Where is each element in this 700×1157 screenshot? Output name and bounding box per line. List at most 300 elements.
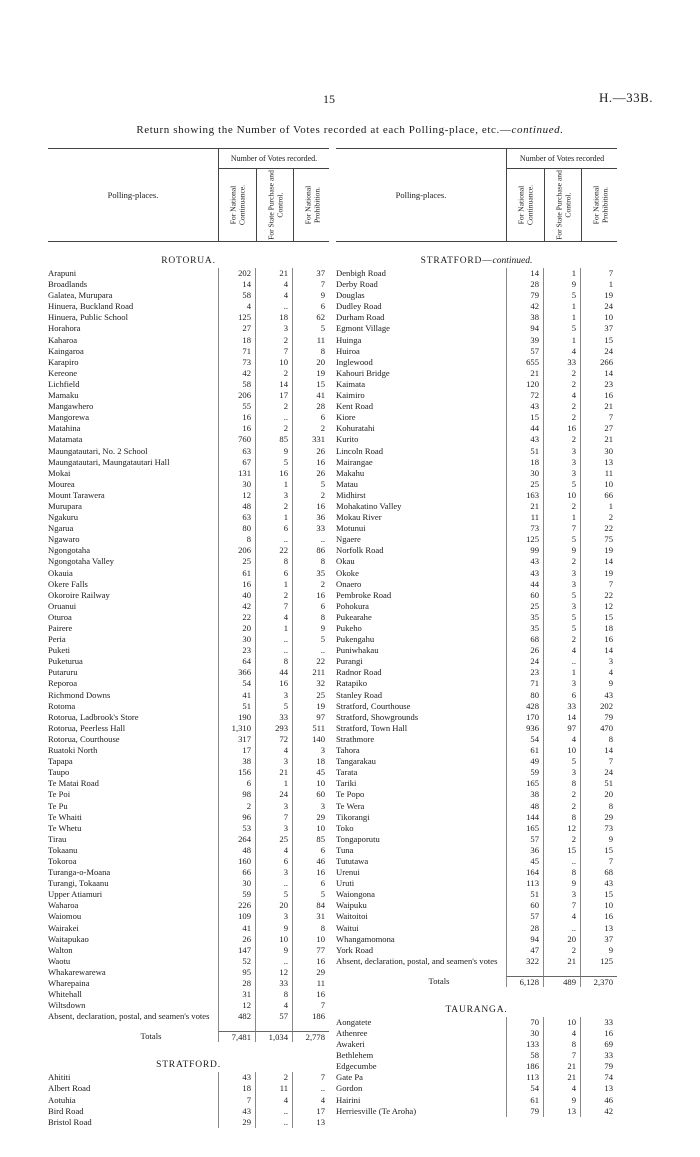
table-row [48, 667, 329, 678]
continuance-votes: 164 [506, 867, 543, 878]
prohibition-votes: 4 [580, 667, 617, 678]
continuance-votes: 57 [506, 911, 543, 922]
continuance-votes: 25 [218, 556, 255, 567]
state-purchase-votes: 21 [255, 767, 292, 778]
state-purchase-votes: .. [255, 1106, 292, 1117]
prohibition-votes: 20 [580, 789, 617, 800]
state-purchase-votes: .. [543, 856, 580, 867]
continuance-votes: 45 [506, 856, 543, 867]
prohibition-votes: 43 [580, 690, 617, 701]
table-row [336, 934, 617, 945]
place-name: Puketurua [48, 656, 83, 667]
prohibition-votes: 8 [292, 612, 329, 623]
continuance-votes: 57 [506, 346, 543, 357]
table-row [48, 756, 329, 767]
number-of-votes-header: Number of Votes recorded [507, 149, 617, 169]
table-row [48, 634, 329, 645]
table-row [48, 778, 329, 789]
votes-header-group [218, 149, 329, 241]
table-row [48, 934, 329, 945]
prohibition-votes: 46 [580, 1095, 617, 1106]
place-name: Ruatoki North [48, 745, 98, 756]
prohibition-votes: 24 [580, 301, 617, 312]
prohibition-votes: 84 [292, 900, 329, 911]
table-row [48, 468, 329, 479]
prohibition-votes: 79 [580, 1061, 617, 1072]
continuance-votes: 51 [506, 889, 543, 900]
place-name: Stratford, Town Hall [336, 722, 408, 733]
state-purchase-votes: 5 [543, 623, 580, 634]
continuance-votes: 55 [218, 401, 255, 412]
continuance-votes: 264 [218, 834, 255, 845]
state-purchase-votes: 8 [255, 656, 292, 667]
place-name: Ngongotaha Valley [48, 556, 114, 567]
table-row [336, 556, 617, 567]
state-purchase-votes: 5 [543, 290, 580, 301]
prohibition-votes: 2 [292, 579, 329, 590]
totals-state-purchase: 1,034 [255, 1031, 292, 1042]
table-row [336, 634, 617, 645]
place-name: Bird Road [48, 1105, 84, 1116]
continuance-votes: 125 [218, 312, 255, 323]
section-title-rotorua: ROTORUA. [161, 256, 216, 266]
place-name: Stratford, Showgrounds [336, 711, 419, 722]
prohibition-votes: 19 [292, 701, 329, 712]
state-purchase-votes: 16 [543, 423, 580, 434]
prohibition-votes: 6 [292, 301, 329, 312]
page-title [0, 124, 700, 136]
prohibition-votes: 7 [580, 412, 617, 423]
place-name: Tuna [336, 844, 354, 855]
place-name: Ngaere [336, 534, 361, 545]
table-row [336, 479, 617, 490]
prohibition-votes: 86 [292, 545, 329, 556]
state-purchase-votes: 2 [255, 401, 292, 412]
table-row [336, 490, 617, 501]
prohibition-votes: 26 [292, 446, 329, 457]
table-row [48, 323, 329, 334]
table-row [48, 967, 329, 978]
table-row [336, 867, 617, 878]
prohibition-votes: 5 [292, 634, 329, 645]
prohibition-votes: 37 [580, 934, 617, 945]
prohibition-votes: 32 [292, 678, 329, 689]
continuance-votes: 655 [506, 357, 543, 368]
totals-continuance: 6,128 [506, 976, 543, 987]
continuance-votes: 30 [506, 1028, 543, 1039]
prohibition-votes: .. [292, 534, 329, 545]
continuance-votes: 120 [506, 379, 543, 390]
place-name: Absent, declaration, postal, and seamen's votes [336, 955, 498, 966]
table-row [336, 1017, 617, 1028]
state-purchase-votes: 3 [543, 446, 580, 457]
table-row [336, 601, 617, 612]
continuance-votes: 165 [506, 823, 543, 834]
prohibition-votes: 66 [580, 490, 617, 501]
prohibition-votes: 7 [292, 1072, 329, 1083]
place-name: Wiltsdown [48, 1000, 86, 1011]
prohibition-votes: 15 [580, 889, 617, 900]
table-row [48, 712, 329, 723]
place-name: Kiore [336, 412, 356, 423]
state-purchase-votes: 9 [543, 545, 580, 556]
state-purchase-votes: 4 [543, 911, 580, 922]
continuance-votes: 24 [506, 656, 543, 667]
state-purchase-votes: 8 [543, 1039, 580, 1050]
place-name: Tokaanu [48, 844, 78, 855]
continuance-votes: 482 [218, 1011, 255, 1031]
place-name: Horahora [48, 323, 81, 334]
continuance-votes: 125 [506, 534, 543, 545]
state-purchase-votes: 17 [255, 390, 292, 401]
continuance-votes: 44 [506, 423, 543, 434]
prohibition-votes: 7 [580, 268, 617, 279]
state-purchase-votes: 2 [543, 368, 580, 379]
state-purchase-votes: 7 [543, 1050, 580, 1061]
prohibition-votes: 9 [580, 834, 617, 845]
continuance-votes: 44 [506, 579, 543, 590]
continuance-votes: 26 [218, 934, 255, 945]
continuance-votes: 63 [218, 446, 255, 457]
prohibition-votes: 22 [580, 523, 617, 534]
place-name: Huiroa [336, 345, 360, 356]
continuance-votes: 936 [506, 723, 543, 734]
state-purchase-votes: 7 [255, 346, 292, 357]
totals-label: Totals [428, 975, 450, 986]
state-purchase-votes: 15 [543, 845, 580, 856]
state-purchase-votes: 25 [255, 834, 292, 845]
table-row [336, 623, 617, 634]
table-row [336, 568, 617, 579]
prohibition-votes: 29 [292, 967, 329, 978]
place-name: Karapiro [48, 356, 79, 367]
table-row [336, 457, 617, 468]
place-name: Toko [336, 822, 354, 833]
continuance-header: For National Continuance. [516, 184, 534, 226]
continuance-votes: 21 [506, 368, 543, 379]
table-header-right [336, 148, 617, 242]
prohibition-votes: 41 [292, 390, 329, 401]
prohibition-votes: 7 [580, 756, 617, 767]
state-purchase-header-cell [544, 169, 582, 241]
state-purchase-votes: 1 [543, 268, 580, 279]
place-name: Kahouri Bridge [336, 367, 390, 378]
place-name: Tirau [48, 833, 67, 844]
continuance-votes: 7 [218, 1095, 255, 1106]
state-purchase-votes: 2 [543, 501, 580, 512]
prohibition-votes: 10 [292, 778, 329, 789]
prohibition-votes: 19 [580, 568, 617, 579]
prohibition-votes: 19 [292, 368, 329, 379]
state-purchase-votes: 7 [543, 900, 580, 911]
table-row [336, 1095, 617, 1106]
continuance-votes: 38 [218, 756, 255, 767]
table-row [48, 479, 329, 490]
table-row [48, 512, 329, 523]
table-row [336, 501, 617, 512]
prohibition-votes: 9 [580, 945, 617, 956]
table-row [336, 767, 617, 778]
place-name: Maungatautari, No. 2 School [48, 445, 148, 456]
continuance-votes: 67 [218, 457, 255, 468]
place-name: Denbigh Road [336, 268, 386, 278]
place-name: Mount Tarawera [48, 489, 105, 500]
table-row [48, 590, 329, 601]
continuance-votes: 147 [218, 945, 255, 956]
place-name: Onaero [336, 578, 362, 589]
place-name: Galatea, Murupara [48, 290, 113, 301]
table-row [336, 645, 617, 656]
prohibition-votes: 5 [292, 889, 329, 900]
prohibition-votes: 16 [292, 501, 329, 512]
prohibition-votes: 10 [580, 479, 617, 490]
place-name: Waitoitoi [336, 911, 368, 922]
table-row [48, 568, 329, 579]
continuance-votes: 64 [218, 656, 255, 667]
continuance-votes: 190 [218, 712, 255, 723]
place-name: Ratapiko [336, 678, 368, 689]
continuance-votes: 2 [218, 801, 255, 812]
state-purchase-votes: 3 [543, 579, 580, 590]
state-purchase-votes: 4 [255, 1095, 292, 1106]
place-name: Bethlehem [336, 1050, 374, 1061]
table-row [336, 579, 617, 590]
state-purchase-votes: 5 [255, 889, 292, 900]
continuance-votes: 317 [218, 734, 255, 745]
prohibition-votes: 22 [580, 590, 617, 601]
continuance-votes: 48 [506, 801, 543, 812]
prohibition-votes: 17 [292, 1106, 329, 1117]
table-row [48, 690, 329, 701]
table-row [48, 678, 329, 689]
table-row [48, 900, 329, 911]
table-row [336, 323, 617, 334]
prohibition-votes: 13 [292, 1117, 329, 1128]
table-row [336, 745, 617, 756]
prohibition-votes: 470 [580, 723, 617, 734]
continuance-votes: 53 [218, 823, 255, 834]
table-row [48, 956, 329, 967]
state-purchase-votes: 3 [255, 911, 292, 922]
place-name: York Road [336, 944, 374, 955]
table-row [48, 1117, 329, 1128]
table-row [336, 1072, 617, 1083]
state-purchase-votes: 9 [255, 446, 292, 457]
prohibition-votes: 3 [580, 656, 617, 667]
place-name: Kohuratahi [336, 423, 375, 434]
place-name: Motunui [336, 523, 366, 534]
continuance-votes: 61 [506, 745, 543, 756]
place-name: Mamaku [48, 390, 79, 401]
prohibition-votes: 69 [580, 1039, 617, 1050]
continuance-votes: 35 [506, 612, 543, 623]
state-purchase-votes: 10 [543, 745, 580, 756]
continuance-votes: 63 [218, 512, 255, 523]
state-purchase-votes: 21 [543, 1072, 580, 1083]
table-row [48, 923, 329, 934]
section-title-text: STRATFORD— [420, 256, 493, 266]
continuance-votes: 26 [506, 645, 543, 656]
place-name: Athenree [336, 1028, 368, 1038]
place-name: Broadlands [48, 279, 88, 290]
prohibition-votes: 11 [292, 335, 329, 346]
prohibition-votes: 266 [580, 357, 617, 368]
state-purchase-votes: 4 [255, 745, 292, 756]
place-name: Huinga [336, 334, 362, 345]
state-purchase-votes: 33 [255, 712, 292, 723]
continuance-votes: 12 [218, 490, 255, 501]
table-row [336, 834, 617, 845]
prohibition-votes: 16 [292, 989, 329, 1000]
place-name: Wairakei [48, 922, 79, 933]
prohibition-votes: 97 [292, 712, 329, 723]
table-row [48, 911, 329, 922]
state-purchase-votes: 2 [543, 634, 580, 645]
table-row [48, 723, 329, 734]
prohibition-votes: 211 [292, 667, 329, 678]
place-name: Waotu [48, 955, 71, 966]
place-name: Reporoa [48, 678, 78, 689]
place-name: Awakeri [336, 1039, 365, 1050]
prohibition-votes: 14 [580, 556, 617, 567]
continuance-votes: 43 [506, 568, 543, 579]
state-purchase-votes: 5 [543, 479, 580, 490]
place-name: Stratford, Courthouse [336, 700, 411, 711]
table-row [48, 301, 329, 312]
state-purchase-votes: 21 [255, 268, 292, 279]
table-row [336, 412, 617, 423]
totals-state-purchase: 489 [543, 976, 580, 987]
place-name: Inglewood [336, 356, 373, 367]
place-name: Maungatautari, Maungatautari Hall [48, 456, 170, 467]
state-purchase-votes: 13 [543, 1106, 580, 1117]
state-purchase-votes: 16 [255, 468, 292, 479]
place-name: Aongatete [336, 1016, 372, 1027]
prohibition-votes: 43 [580, 878, 617, 889]
table-row [48, 545, 329, 556]
place-name: Kereone [48, 367, 78, 378]
state-purchase-votes: 5 [255, 457, 292, 468]
continuance-votes: 28 [218, 978, 255, 989]
table-row [336, 856, 617, 867]
continuance-votes: 23 [506, 667, 543, 678]
table-row [48, 623, 329, 634]
state-purchase-votes: 1 [543, 335, 580, 346]
table-row [336, 911, 617, 922]
state-purchase-votes: 2 [255, 335, 292, 346]
prohibition-votes: 24 [580, 767, 617, 778]
place-name: Kaharoa [48, 334, 78, 345]
prohibition-votes: 18 [292, 756, 329, 767]
prohibition-votes: 511 [292, 723, 329, 734]
table-row [336, 945, 617, 956]
state-purchase-votes: 9 [543, 279, 580, 290]
place-name: Norfolk Road [336, 545, 384, 556]
continuance-votes: 80 [218, 523, 255, 534]
continuance-votes: 25 [506, 601, 543, 612]
place-name: Mairangae [336, 456, 373, 467]
prohibition-votes: 6 [292, 601, 329, 612]
prohibition-votes: 16 [580, 390, 617, 401]
continuance-votes: 30 [506, 468, 543, 479]
table-row [336, 545, 617, 556]
state-purchase-votes: 97 [543, 723, 580, 734]
table-row [336, 401, 617, 412]
place-name: Okere Falls [48, 578, 88, 589]
state-purchase-votes: 3 [543, 767, 580, 778]
place-name: Dudley Road [336, 301, 382, 312]
place-name: Stanley Road [336, 689, 383, 700]
prohibition-votes: 15 [580, 845, 617, 856]
state-purchase-votes: 2 [543, 412, 580, 423]
section-title-stratford: STRATFORD. [156, 1060, 221, 1071]
state-purchase-votes: 1 [255, 778, 292, 789]
place-name: Te Wera [336, 800, 365, 811]
continuance-votes: 42 [218, 601, 255, 612]
prohibition-votes: 46 [292, 856, 329, 867]
continuance-votes: 42 [506, 301, 543, 312]
place-name: Douglas [336, 290, 365, 301]
continuance-votes: 48 [218, 501, 255, 512]
state-purchase-votes: .. [255, 1117, 292, 1128]
continuance-votes: 113 [506, 1072, 543, 1083]
place-name: Bristol Road [48, 1116, 92, 1127]
continuance-votes: 52 [218, 956, 255, 967]
continuance-votes: 1,310 [218, 723, 255, 734]
table-row [48, 656, 329, 667]
table-row [48, 701, 329, 712]
continuance-votes: 94 [506, 934, 543, 945]
prohibition-votes: 31 [292, 911, 329, 922]
continuance-votes: 20 [218, 623, 255, 634]
continuance-votes: 68 [506, 634, 543, 645]
table-row [48, 767, 329, 778]
prohibition-votes: 15 [580, 335, 617, 346]
table-row [48, 446, 329, 457]
table-row [336, 523, 617, 534]
table-row [336, 379, 617, 390]
continuance-votes: 165 [506, 778, 543, 789]
section-title-stratford-continued [336, 254, 617, 268]
state-purchase-votes: 10 [255, 357, 292, 368]
continuance-votes: 35 [506, 623, 543, 634]
table-row [336, 1083, 617, 1094]
table-row [336, 1028, 617, 1039]
continuance-votes: 99 [506, 545, 543, 556]
table-row [48, 312, 329, 323]
continuance-votes: 54 [218, 678, 255, 689]
prohibition-votes: 186 [292, 1011, 329, 1031]
prohibition-votes: 21 [580, 401, 617, 412]
place-name: Rotorua, Courthouse [48, 733, 120, 744]
prohibition-votes: 26 [292, 468, 329, 479]
continuance-votes: 60 [506, 590, 543, 601]
state-purchase-votes: 2 [543, 834, 580, 845]
prohibition-votes: 79 [580, 712, 617, 723]
state-purchase-votes: 2 [255, 368, 292, 379]
prohibition-votes: 29 [580, 812, 617, 823]
prohibition-votes: 8 [292, 923, 329, 934]
state-purchase-votes: 8 [255, 556, 292, 567]
state-purchase-votes: 20 [543, 934, 580, 945]
continuance-votes: 61 [506, 1095, 543, 1106]
continuance-votes: 58 [506, 1050, 543, 1061]
table-row [336, 900, 617, 911]
prohibition-votes: 68 [580, 867, 617, 878]
prohibition-votes: 77 [292, 945, 329, 956]
table-row [48, 556, 329, 567]
continuance-votes: 51 [506, 446, 543, 457]
